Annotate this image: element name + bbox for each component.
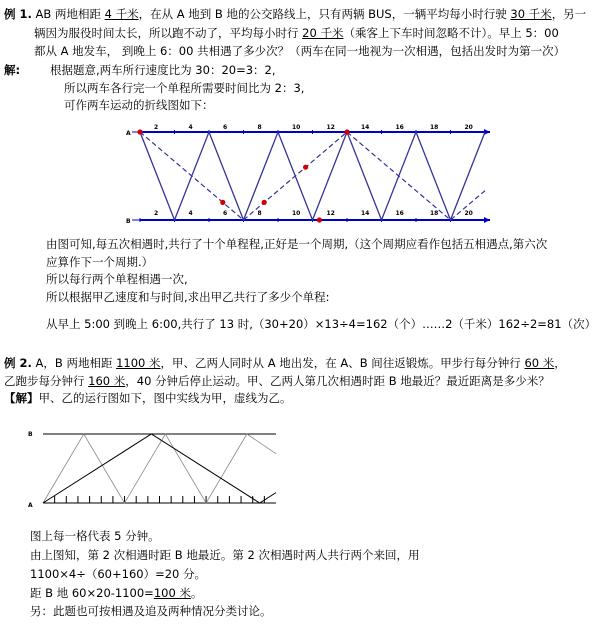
- example1-solution-line2: 所以两车各行完一个单程所需要时间比为 2：3,: [64, 81, 305, 95]
- bottom-tick-label: 20: [464, 210, 473, 217]
- bottom-tick-label: 4: [188, 210, 193, 217]
- text: 。: [190, 586, 203, 600]
- example1-solution-line1: 根据题意,两车所行速度比为 30：20=3：2,: [50, 63, 276, 77]
- top-tick-label: 2: [154, 124, 159, 131]
- example2-solution-label: 【解】: [4, 391, 39, 405]
- text: ，: [554, 356, 566, 370]
- text: ，另一: [551, 7, 587, 21]
- example2-conclusion-line2: 由上图知，第 2 次相遇时距 B 地最近。第 2 次相遇时两人共行两个来回，用: [30, 548, 420, 562]
- top-tick-label: 6: [223, 124, 228, 131]
- text: （乘客上下车时间忽略不计）。早上 5：00: [343, 26, 559, 40]
- distance: 4 千米: [104, 7, 139, 21]
- axis-label-a: A: [28, 502, 33, 509]
- top-tick-label: 20: [464, 124, 473, 131]
- text: AB 两地相距: [35, 7, 105, 21]
- meeting-point: [317, 217, 322, 222]
- runner-path: [43, 434, 276, 503]
- example1-conclusion-line1: 由图可知,每五次相遇时,共行了十个单程程,正好是一个周期,（这个周期应看作包括五相遇点,第六次: [46, 237, 548, 251]
- bottom-tick-label: 14: [361, 210, 370, 217]
- text: A，B 两地相距: [35, 356, 117, 370]
- example2-text-line1: [4, 355, 566, 371]
- text: 乙跑步每分钟行: [4, 374, 89, 388]
- bottom-tick-label: 12: [326, 210, 335, 217]
- bottom-tick-label: 8: [257, 210, 262, 217]
- axis-label-b: B: [126, 218, 131, 225]
- answer-distance: 100 米: [153, 586, 191, 600]
- top-tick-label: 14: [361, 124, 370, 131]
- example1-conclusion-line2: 应算作下一个周期.）: [46, 255, 154, 269]
- text: ，40 分钟后停止运动。甲、乙两人第几次相遇时距 B 地最近？最近距离是多少米？: [125, 374, 550, 388]
- example2-conclusion-line5: 另：此题也可按相遇及追及两种情况分类讨论。: [30, 604, 272, 618]
- meeting-point: [303, 165, 308, 170]
- meeting-point: [262, 200, 267, 205]
- text: 距 B 地 60×20-1100=: [30, 586, 154, 600]
- bottom-tick-label: 18: [430, 210, 439, 217]
- example2-conclusion-line1: 图上每一格代表 5 分钟。: [30, 529, 160, 543]
- top-tick-label: 12: [326, 124, 335, 131]
- bottom-tick-label: 10: [292, 210, 301, 217]
- example1-solution-label: 解:: [4, 63, 21, 77]
- text: ，甲、乙两人同时从 A 地出发，在 A、B 间往返锻炼。甲步行每分钟行: [160, 356, 525, 370]
- top-tick-label: 16: [395, 124, 404, 131]
- meeting-point: [220, 200, 225, 205]
- example2-text-line2: [4, 373, 550, 389]
- example1-conclusion-line4: 所以根据甲乙速度和与时间,求出甲乙共行了多少个单程:: [46, 290, 330, 304]
- example2-solution-line1: [4, 390, 292, 406]
- meeting-point: [344, 129, 349, 134]
- speed-a: 60 米: [524, 356, 555, 370]
- top-tick-label: 8: [257, 124, 262, 131]
- text: 辆因为服役时间太长，所以跑不动了，平均每小时行: [34, 26, 303, 40]
- speed-b: 160 米: [88, 374, 126, 388]
- example1-text-line3: 都从 A 地发车， 到晚上 6：00 共相遇了多少次？（两车在同一地视为一次相遇，包括出发时为第一次）: [34, 44, 566, 58]
- bottom-tick-label: 16: [395, 210, 404, 217]
- top-tick-label: 10: [292, 124, 301, 131]
- distance: 1100 米: [116, 356, 161, 370]
- text: 甲、乙的运行图如下，图中实线为甲，虚线为乙。: [38, 391, 292, 405]
- example2-label: 例 2.: [4, 356, 32, 370]
- speed-b: 20 千米: [302, 26, 344, 40]
- example2-conclusion-line3: 1100×4÷（60+160）=20 分。: [30, 567, 206, 581]
- axis-label-b: B: [28, 431, 33, 438]
- top-tick-label: 4: [188, 124, 193, 131]
- bottom-tick-label: 2: [154, 210, 159, 217]
- meeting-point: [137, 129, 142, 134]
- top-tick-label: 18: [430, 124, 439, 131]
- speed-a: 30 千米: [510, 7, 552, 21]
- example1-solution-line3: 可作两车运动的折线图如下：: [64, 98, 214, 112]
- example1-label: 例 1.: [4, 7, 32, 21]
- example1-conclusion-line3: 所以每行两个单程相遇一次,: [46, 272, 188, 286]
- text: ，在从 A 地到 B 地的公交路线上，只有两辆 BUS，一辆平均每小时行驶: [138, 7, 511, 21]
- example1-conclusion-line5: 从早上 5:00 到晚上 6:00,共行了 13 时,（30+20）×13÷4=162（个）……2（千米）162÷2=81（次）: [46, 317, 596, 331]
- example2-conclusion-line4: [30, 585, 202, 601]
- bottom-tick-label: 6: [223, 210, 228, 217]
- axis-label-a: A: [126, 130, 131, 137]
